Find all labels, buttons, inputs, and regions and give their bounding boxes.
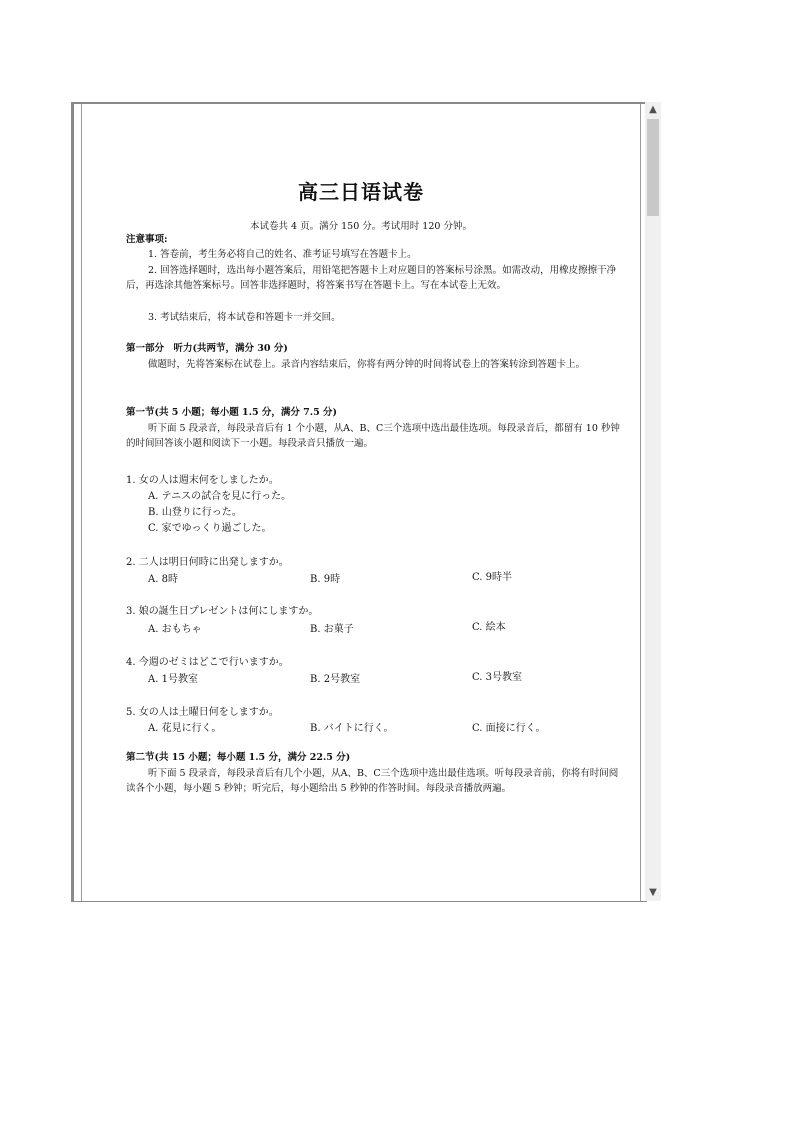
question-1-option-b: B. 山登りに行った。 <box>148 507 242 518</box>
question-3-option-b: B. お菓子 <box>310 624 354 635</box>
notice-item-2: 2. 回答选择题时，选出每小题答案后，用铅笔把答题卡上对应题目的答案标号涂黑。如需改动，用橡皮擦擦干净后，再选涂其他答案标号。回答非选择题时，将答案书写在答题卡上。写在本试卷上无效。 <box>126 265 617 291</box>
question-5-option-c: C. 面接に行く。 <box>472 723 546 734</box>
question-1: 1. 女の人は週末何をしましたか。 <box>126 475 279 486</box>
question-2-option-a: A. 8時 <box>148 574 178 585</box>
section1-heading: 第一节(共 5 小题；每小题 1.5 分，满分 7.5 分) <box>126 407 337 418</box>
question-1-option-c: C. 家でゆっくり過ごした。 <box>148 523 272 534</box>
section2-instructions: 听下面 5 段录音，每段录音后有几个小题，从A、B、C三个选项中选出最佳选项。听每段录音前，你将有时间阅读各个小题，每小题 5 秒钟；听完后，每小题给出 5 秒钟的作答时间。每段录音播放两遍。 <box>126 768 619 794</box>
notice-heading: 注意事项: <box>126 234 168 245</box>
notice-item-3: 3. 考试结束后，将本试卷和答题卡一并交回。 <box>148 312 341 323</box>
question-4-option-a: A. 1号教室 <box>148 674 198 685</box>
scroll-up-icon[interactable]: ▲ <box>649 104 657 115</box>
question-2-option-b: B. 9時 <box>310 574 341 585</box>
scroll-down-icon[interactable]: ▼ <box>649 887 657 898</box>
section2-heading: 第二节(共 15 小题；每小题 1.5 分，满分 22.5 分) <box>126 752 351 763</box>
question-3: 3. 娘の誕生日プレゼントは何にしますか。 <box>126 606 319 617</box>
question-1-option-a: A. テニスの試合を見に行った。 <box>148 491 292 502</box>
question-5-option-a: A. 花見に行く。 <box>148 723 222 734</box>
scrollbar-thumb[interactable] <box>647 119 659 216</box>
question-4-option-b: B. 2号教室 <box>310 674 361 685</box>
question-3-option-a: A. おもちゃ <box>148 624 202 635</box>
question-2: 2. 二人は明日何時に出発しますか。 <box>126 557 289 568</box>
question-5: 5. 女の人は土曜日何をしますか。 <box>126 707 279 718</box>
document-frame <box>71 102 647 902</box>
vertical-scrollbar[interactable] <box>645 102 661 901</box>
exam-info: 本试卷共 4 页。满分 150 分。考试用时 120 分钟。 <box>250 221 472 232</box>
notice-item-1: 1. 答卷前，考生务必将自己的姓名、准考证号填写在答题卡上。 <box>148 249 417 260</box>
part1-instructions: 做题时，先将答案标在试卷上。录音内容结束后，你将有两分钟的时间将试卷上的答案转涂到答题卡上。 <box>148 359 586 370</box>
question-3-option-c: C. 絵本 <box>472 622 506 633</box>
question-5-option-b: B. バイトに行く。 <box>310 723 394 734</box>
document-page <box>81 104 641 901</box>
question-4: 4. 今週のゼミはどこで行いますか。 <box>126 657 289 668</box>
question-4-option-c: C. 3号教室 <box>472 672 523 683</box>
part1-heading: 第一部分 听力(共两节，满分 30 分) <box>126 343 288 354</box>
document-viewer <box>71 102 662 901</box>
page-title: 高三日语试卷 <box>298 180 424 204</box>
question-2-option-c: C. 9時半 <box>472 572 513 583</box>
section1-instructions: 听下面 5 段录音，每段录音后有 1 个小题，从A、B、C三个选项中选出最佳选项。每段录音后，都留有 10 秒钟的时间回答该小题和阅读下一小题。每段录音只播放一遍。 <box>126 423 620 449</box>
